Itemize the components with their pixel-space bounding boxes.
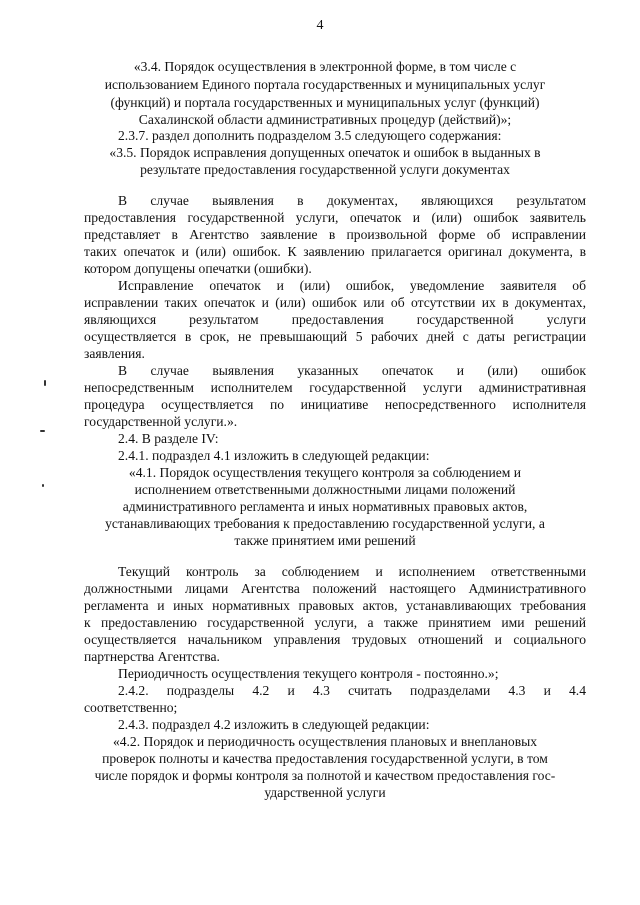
item-2-4-3: 2.4.3. подраздел 4.2 изложить в следующей редакции: [118, 717, 430, 732]
paragraph-3-line-1: В случае выявления указанных опечаток и (или) ошибок [118, 363, 586, 378]
heading-4-2-line-1: «4.2. Порядок и периодичность осуществления плановых и внеплановых [112, 734, 538, 749]
heading-4-2-line-2: проверок полноты и качества предоставления государственной услуги, в том [102, 751, 548, 766]
paragraph-4-line-6: партнерства Агентства. [84, 649, 220, 664]
heading-4-2-line-3: числе порядок и формы контроля за полнотой и качеством предоставления гос- [94, 768, 556, 783]
paragraph-1-line-1: В случае выявления в документах, являющихся результатом [118, 193, 586, 208]
paragraph-2-line-4: осуществляется в срок, не превышающий 5 рабочих дней с даты регистрации [84, 329, 586, 344]
paragraph-1-line-5: котором допущены опечатки (ошибки). [84, 261, 312, 276]
heading-3-4-line-3: (функций) и портала государственных и муниципальных услуг (функций) [110, 95, 540, 110]
scan-speck [42, 484, 44, 487]
heading-3-5-line-2: результате предоставления государственной услуги документах [140, 162, 510, 177]
paragraph-3-line-3: процедура осуществляется по инициативе непосредственного исполнителя [84, 397, 586, 412]
paragraph-4-line-4: к предоставлению государственной услуги, а также принятием ими решений [84, 615, 586, 630]
item-2-4-2-line-2: соответственно; [84, 700, 178, 715]
paragraph-2-line-1: Исправление опечаток и (или) ошибок, уведомление заявителя об [118, 278, 586, 293]
heading-4-1-line-1: «4.1. Порядок осуществления текущего контроля за соблюдением и [128, 465, 522, 480]
paragraph-4-line-3: регламента и иных нормативных правовых актов, устанавливающих требования [84, 598, 586, 613]
paragraph-4-line-5: осуществляется начальником управления трудовых отношений и социального [84, 632, 586, 647]
paragraph-1-line-3: представляет в Агентство заявление в произвольной форме об исправлении [84, 227, 586, 242]
paragraph-5: Периодичность осуществления текущего контроля - постоянно.»; [118, 666, 499, 681]
paragraph-1-line-4: таких опечаток и (или) ошибок. К заявлению прилагается оригинал документа, в [84, 244, 586, 259]
scan-speck [40, 430, 45, 432]
item-2-4: 2.4. В разделе IV: [118, 431, 219, 446]
page-number: 4 [316, 18, 324, 33]
heading-3-4-line-1: «3.4. Порядок осуществления в электронной форме, в том числе с [133, 59, 517, 74]
paragraph-2-line-5: заявления. [84, 346, 145, 361]
heading-4-1-line-2: исполнением ответственными должностными лицами положений [134, 482, 516, 497]
heading-4-2-line-4: ударственной услуги [264, 785, 386, 800]
paragraph-3-line-2: непосредственным исполнителем государственной услуги административная [84, 380, 586, 395]
paragraph-4-line-1: Текущий контроль за соблюдением и исполнением ответственными [118, 564, 586, 579]
item-2-4-2-line-1: 2.4.2. подразделы 4.2 и 4.3 считать подразделами 4.3 и 4.4 [118, 683, 586, 698]
paragraph-2-line-3: являющихся результатом предоставления государственной услуги [84, 312, 586, 327]
item-2-3-7: 2.3.7. раздел дополнить подразделом 3.5 следующего содержания: [118, 128, 502, 143]
paragraph-2-line-2: исправлении таких опечаток и (или) ошибок или об отсутствии их в документах, [84, 295, 586, 310]
item-2-4-1: 2.4.1. подраздел 4.1 изложить в следующей редакции: [118, 448, 430, 463]
paragraph-1-line-2: предоставления государственной услуги, опечаток и (или) ошибок заявитель [84, 210, 586, 225]
heading-3-5-line-1: «3.5. Порядок исправления допущенных опечаток и ошибок в выданных в [109, 145, 541, 160]
scan-speck [44, 380, 46, 386]
heading-3-4-line-4: Сахалинской области административных процедур (действий)»; [138, 112, 512, 127]
paragraph-4-line-2: должностными лицами Агентства положений настоящего Административного [84, 581, 586, 596]
heading-4-1-line-4: устанавливающих требования к предоставлению государственной услуги, а [105, 516, 545, 531]
heading-4-1-line-3: административного регламента и иных нормативных правовых актов, [122, 499, 528, 514]
paragraph-3-line-4: государственной услуги.». [84, 414, 238, 429]
heading-4-1-line-5: также принятием ими решений [234, 533, 416, 548]
heading-3-4-line-2: использованием Единого портала государственных и муниципальных услуг [104, 77, 546, 92]
